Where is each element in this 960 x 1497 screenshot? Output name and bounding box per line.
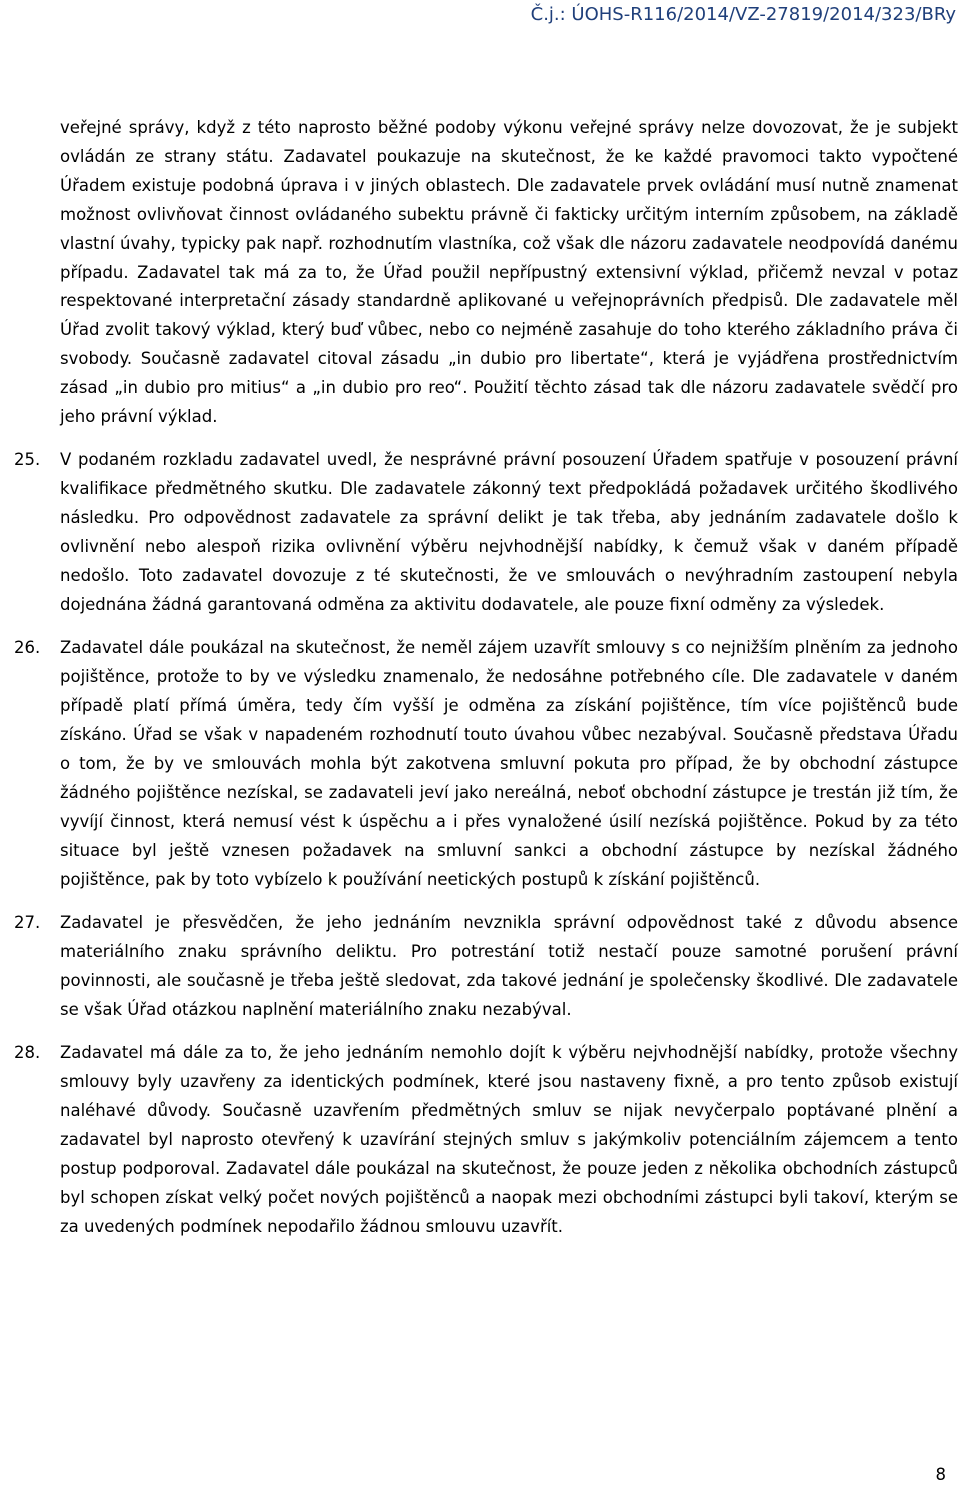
paragraph-number: 25.: [14, 450, 41, 470]
paragraph-text: V podaném rozkladu zadavatel uvedl, že nesprávné právní posouzení Úřadem spatřuje v posouzení právní kvalifikace předmětného skutku. Dle zadavatele zákonný text předpokládá požadavek určitého škodlivého následku. Pro odpovědnost zadavatele za správní delikt je tak třeba, aby jednáním zadavatele došlo k ovlivnění nebo alespoň rizika ovlivnění výběru nejvhodnější nabídky, k čemuž však v daném případě nedošlo. Toto zadavatel dovozuje z té skutečnosti, že ve smlouvách o nevýhradním zastoupení nebyla dojednána žádná garantovaná odměna za aktivitu dodavatele, ale pouze fixní odměny za výsledek.: [60, 450, 958, 614]
paragraph-number: 28.: [14, 1043, 41, 1063]
document-body: [14, 114, 958, 1256]
paragraph-text: Zadavatel je přesvědčen, že jeho jednáním nevznikla správní odpovědnost také z důvodu absence materiálního znaku správního deliktu. Pro potrestání totiž nestačí pouze samotné porušení právní povinnosti, ale současně je třeba ještě sledovat, zda takové jednání je společensky škodlivé. Dle zadavatele se však Úřad otázkou naplnění materiálního znaku nezabýval.: [60, 913, 958, 1019]
paragraph-25: [14, 446, 958, 619]
paragraph-number: 26.: [14, 638, 41, 658]
paragraph-text: Zadavatel dále poukázal na skutečnost, že neměl zájem uzavřít smlouvy s co nejnižším plněním za jednoho pojištěnce, protože to by ve výsledku znamenalo, že nedosáhne potřebného cíle. Dle zadavatele v daném případě platí přímá úměra, tedy čím vyšší je odměna za získání pojištěnce, tím více pojištěnců bude získáno. Úřad se však v napadeném rozhodnutí touto úvahou vůbec nezabýval. Současně představa Úřadu o tom, že by ve smlouvách mohla být zakotvena smluvní pokuta pro případ, že by obchodní zástupce žádného pojištěnce nezískal, se zadavateli jeví jako nereálná, neboť obchodní zástupce je trestán již tím, že vyvíjí činnost, která nemusí vést k úspěchu a i přes vynaložené úsilí nezíská pojištěnce. Pokud by za této situace byl ještě vznesen požadavek na smluvní sankci a obchodní zástupce by nezískal žádného pojištěnce, pak by toto vybízelo k používání neetických postupů k získání pojištěnců.: [60, 638, 958, 889]
paragraph-28: [14, 1039, 958, 1241]
paragraph-number: 27.: [14, 913, 41, 933]
continuation-paragraph: [14, 114, 958, 432]
paragraph-26: [14, 634, 958, 894]
paragraph-text: Zadavatel má dále za to, že jeho jednáním nemohlo dojít k výběru nejvhodnější nabídky, protože všechny smlouvy byly uzavřeny za identických podmínek, které jsou nastaveny fixně, a pro tento způsob existují naléhavé důvody. Současně uzavřením předmětných smluv se nijak nevyčerpalo poptávané plnění a zadavatel byl naprosto otevřený k uzavírání stejných smluv s jakýmkoliv potenciálním zájemcem a tento postup podporoval. Zadavatel dále poukázal na skutečnost, že pouze jeden z několika obchodních zástupců byl schopen získat velký počet nových pojištěnců a naopak mezi obchodními zástupci byli takoví, kterým se za uvedených podmínek nepodařilo žádnou smlouvu uzavřít.: [60, 1043, 958, 1236]
page-number: 8: [935, 1465, 946, 1484]
document-reference-header: Č.j.: ÚOHS-R116/2014/VZ-27819/2014/323/BRy: [530, 4, 956, 25]
paragraph-text: veřejné správy, když z této naprosto běžné podoby výkonu veřejné správy nelze dovozovat, že je subjekt ovládán ze strany státu. Zadavatel poukazuje na skutečnost, že ke každé pravomoci takto vypočtené Úřadem existuje podobná úprava i v jiných oblastech. Dle zadavatele prvek ovládání musí nutně znamenat možnost ovlivňovat činnost ovládaného subektu právně či fakticky určitým interním způsobem, na základě vlastní úvahy, typicky pak např. rozhodnutím vlastníka, což však dle názoru zadavatele neodpovídá danému případu. Zadavatel tak má za to, že Úřad použil nepřípustný extensivní výklad, přičemž nevzal v potaz respektované interpretační zásady standardně aplikované u veřejnoprávních předpisů. Dle zadavatele měl Úřad zvolit takový výklad, který buď vůbec, nebo co nejméně zasahuje do toho kterého základního práva či svobody. Současně zadavatel citoval zásadu „in dubio pro libertate“, která je vyjádřena prostřednictvím zásad „in dubio pro mitius“ a „in dubio pro reo“. Použití těchto zásad tak dle názoru zadavatele svědčí pro jeho právní výklad.: [60, 118, 958, 427]
paragraph-27: [14, 909, 958, 1025]
